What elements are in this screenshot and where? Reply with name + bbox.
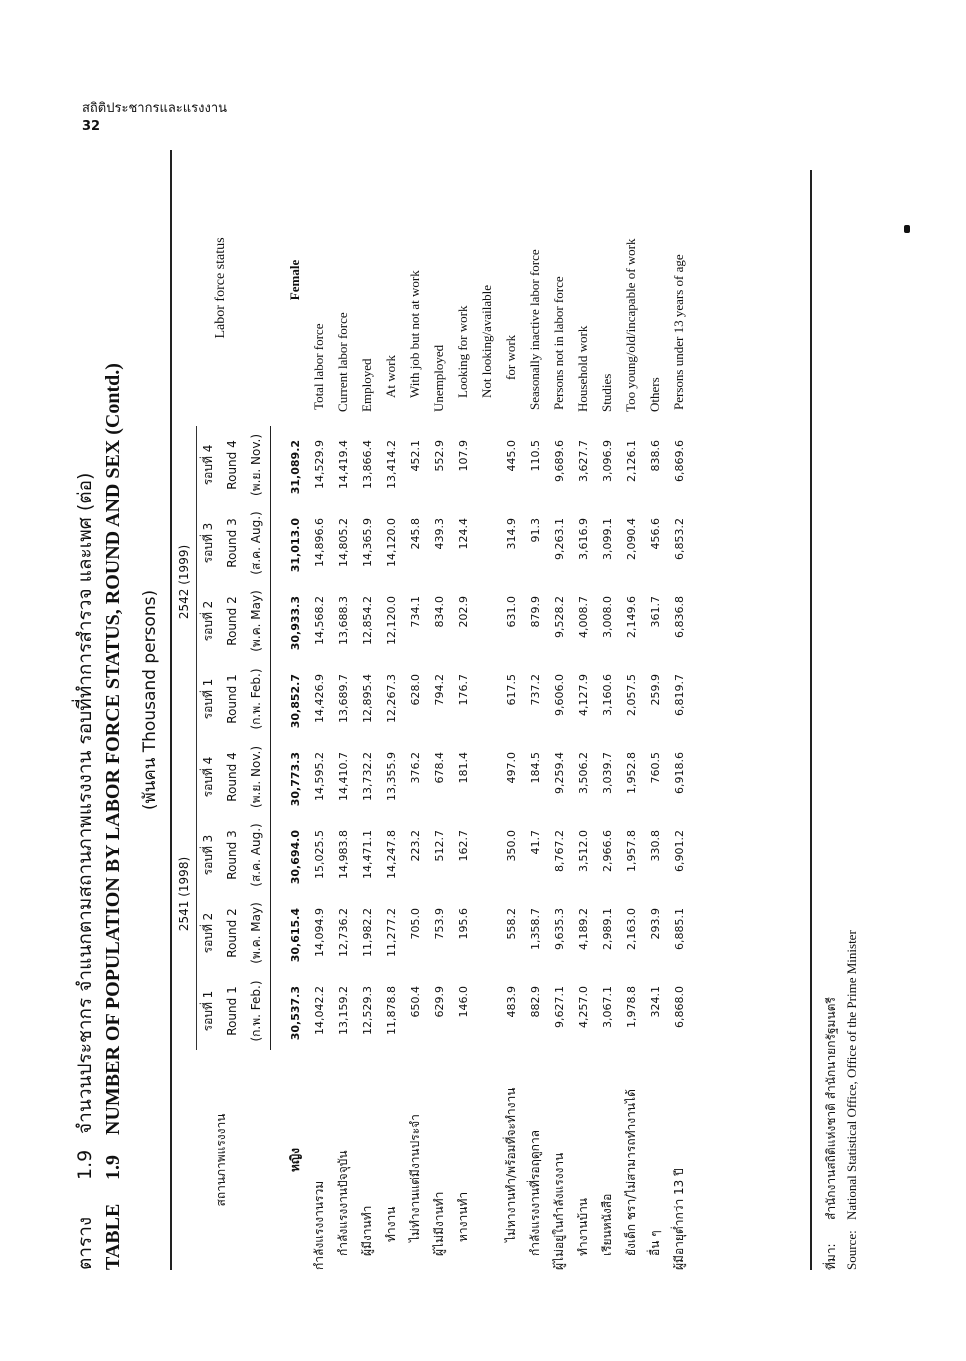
- row-label-en: Looking for work: [455, 305, 470, 398]
- page-number: 32: [82, 119, 101, 134]
- value-cell: 14,529.9: [312, 439, 326, 489]
- row-label-en: At work: [383, 355, 398, 398]
- round-thai: รอบที่ 1: [201, 990, 216, 1032]
- value-cell: 838.6: [648, 439, 662, 472]
- table-row: [571, 150, 595, 1270]
- value-cell: 11,878.8: [384, 986, 398, 1035]
- table-row: [499, 150, 523, 1270]
- value-cell: 617.5: [504, 673, 518, 706]
- value-cell: 4,008.7: [576, 595, 590, 638]
- value-cell: 6,918.6: [672, 751, 686, 794]
- value-cell: 14,120.0: [384, 517, 398, 567]
- table-row: [619, 150, 643, 1270]
- title-en-label: TABLE: [102, 1203, 124, 1270]
- round-month: (ก.พ. Feb.): [243, 972, 271, 1050]
- value-cell: 12,120.0: [384, 595, 398, 645]
- row-label-en: Persons not in labor force: [551, 276, 566, 410]
- value-cell: 2,966.6: [600, 830, 614, 872]
- value-cell: 13,159.2: [336, 986, 350, 1035]
- value-cell: 6,901.2: [672, 830, 686, 872]
- value-cell: 376.2: [408, 751, 422, 784]
- round-en: Round 2: [224, 908, 239, 958]
- row-label-thai: [475, 1050, 499, 1270]
- value-cell: 2,057.5: [624, 673, 638, 716]
- value-cell: 124.4: [456, 517, 470, 550]
- value-cell: 195.6: [456, 908, 470, 940]
- value-cell: 30,537.3: [288, 986, 302, 1041]
- value-cell: 30,773.3: [288, 751, 302, 807]
- value-cell: 678.4: [432, 751, 446, 784]
- row-label-thai: ผู้ไม่อยู่ในกำลังแรงงาน: [551, 1152, 566, 1270]
- value-cell: 4,257.0: [576, 986, 590, 1028]
- value-cell: 13,689.7: [336, 673, 350, 723]
- value-cell: 705.0: [408, 908, 422, 940]
- value-cell: 6,836.8: [672, 595, 686, 638]
- source-note: [810, 170, 866, 1270]
- round-month: (พ.ค. May): [243, 894, 271, 972]
- row-label-en: Current labor force: [335, 312, 350, 412]
- source-label-en: Source:: [844, 1230, 859, 1270]
- value-cell: 882.9: [528, 986, 542, 1018]
- value-cell: 14,805.2: [336, 517, 350, 567]
- table-row: [307, 150, 331, 1270]
- value-cell: 456.6: [648, 517, 662, 550]
- row-label-en: Unemployed: [431, 344, 446, 412]
- value-cell: 14,595.2: [312, 751, 326, 801]
- value-cell: 3,616.9: [576, 517, 590, 560]
- value-cell: 14,247.8: [384, 830, 398, 879]
- value-cell: 223.2: [408, 830, 422, 862]
- value-cell: 734.1: [408, 595, 422, 628]
- value-cell: [475, 738, 499, 816]
- value-cell: 1,358.7: [528, 908, 542, 950]
- value-cell: 8,767.2: [552, 830, 566, 872]
- value-cell: 879.9: [528, 595, 542, 628]
- row-label-thai: กำลังแรงงานที่รอฤดูกาล: [527, 1129, 542, 1256]
- round-en: Round 1: [224, 986, 239, 1036]
- value-cell: 439.3: [432, 517, 446, 550]
- round-thai: รอบที่ 2: [201, 600, 216, 642]
- row-label-thai: กำลังแรงงานปัจจุบัน: [335, 1150, 350, 1256]
- table-row: [403, 150, 427, 1270]
- value-cell: 14,896.6: [312, 517, 326, 567]
- value-cell: 14,410.7: [336, 751, 350, 801]
- value-cell: 4,189.2: [576, 908, 590, 950]
- row-label-thai: ผู้มีอายุต่ำกว่า 13 ปี: [671, 1168, 686, 1270]
- value-cell: 1,957.8: [624, 830, 638, 872]
- round-month: (พ.ย. Nov.): [243, 738, 271, 816]
- value-cell: [475, 972, 499, 1050]
- stub-header-thai: สถานภาพแรงงาน: [213, 1113, 228, 1207]
- value-cell: 3,039.7: [600, 751, 614, 794]
- table-row-section: [283, 150, 307, 1270]
- value-cell: 2,126.1: [624, 439, 638, 482]
- unit-label: (พันคน Thousand persons): [140, 589, 160, 811]
- round-thai: รอบที่ 1: [201, 678, 216, 720]
- title-thai-text: จำนวนประชากร จำแนกตามสถานภาพแรงงาน รอบที่ทำการสำรวจ และเพศ (ต่อ): [74, 472, 96, 1134]
- title-thai: [70, 473, 100, 1270]
- value-cell: 31,013.0: [288, 517, 302, 573]
- row-label-en: Female: [287, 259, 302, 301]
- row-label-en: Too young/old/incapable of work: [623, 238, 638, 412]
- value-cell: 794.2: [432, 673, 446, 706]
- value-cell: 9,263.1: [552, 517, 566, 560]
- value-cell: 31,089.2: [288, 439, 302, 495]
- table-row: [643, 150, 667, 1270]
- round-month: (พ.ย. Nov.): [243, 426, 271, 504]
- value-cell: 30,852.7: [288, 673, 302, 729]
- value-cell: 13,414.2: [384, 439, 398, 489]
- value-cell: 14,568.2: [312, 595, 326, 645]
- value-cell: 6,885.1: [672, 908, 686, 950]
- row-label-thai: ไม่หางานทำ/พร้อมที่จะทำงาน: [503, 1087, 518, 1242]
- value-cell: [475, 660, 499, 738]
- value-cell: 13,732.2: [360, 751, 374, 801]
- row-label-thai: ยังเด็ก ชรา/ไม่สามารถทำงานได้: [623, 1089, 638, 1256]
- value-cell: 314.9: [504, 517, 518, 550]
- value-cell: 753.9: [432, 908, 446, 940]
- value-cell: 3,096.9: [600, 439, 614, 482]
- table-row: [667, 150, 691, 1270]
- value-cell: 3,008.0: [600, 595, 614, 638]
- value-cell: 2,090.4: [624, 517, 638, 560]
- value-cell: 13,688.3: [336, 595, 350, 645]
- value-cell: [475, 582, 499, 660]
- value-cell: 14,983.8: [336, 830, 350, 879]
- value-cell: 12,736.2: [336, 908, 350, 957]
- title-en-text: NUMBER OF POPULATION BY LABOR FORCE STATUS, ROUND AND SEX (Contd.): [102, 363, 124, 1135]
- round-month: (พ.ค. May): [243, 582, 271, 660]
- value-cell: 14,419.4: [336, 439, 350, 489]
- value-cell: 512.7: [432, 830, 446, 862]
- value-cell: 361.7: [648, 595, 662, 628]
- value-cell: 3,512.0: [576, 830, 590, 872]
- round-month: (ส.ค. Aug.): [243, 816, 271, 894]
- row-label-thai: ผู้ไม่มีงานทำ: [431, 1191, 446, 1256]
- table-row: [355, 150, 379, 1270]
- value-cell: 3,067.1: [600, 986, 614, 1028]
- value-cell: 4,127.9: [576, 673, 590, 716]
- value-cell: 181.4: [456, 751, 470, 784]
- round-thai: รอบที่ 4: [201, 756, 216, 798]
- value-cell: 202.9: [456, 595, 470, 628]
- value-cell: 293.9: [648, 908, 662, 940]
- value-cell: 9,528.2: [552, 595, 566, 638]
- title-english: [102, 363, 125, 1270]
- value-cell: 12,529.3: [360, 986, 374, 1035]
- row-label-en: Seasonally inactive labor force: [527, 249, 542, 410]
- round-en: Round 3: [224, 830, 239, 880]
- header-title: สถิติประชากรและแรงงาน: [82, 101, 228, 116]
- source-text-thai: สำนักงานสถิติแห่งชาติ สำนักนายกรัฐมนตรี: [824, 997, 838, 1220]
- round-thai: รอบที่ 3: [201, 834, 216, 876]
- row-label-thai: เรียนหนังสือ: [599, 1193, 614, 1256]
- row-label-thai: หางานทำ: [455, 1191, 470, 1242]
- round-en: Round 2: [224, 596, 239, 646]
- value-cell: 760.5: [648, 751, 662, 784]
- value-cell: 14,042.2: [312, 986, 326, 1035]
- row-label-en: Studies: [599, 373, 614, 412]
- value-cell: 834.0: [432, 595, 446, 628]
- value-cell: 737.2: [528, 673, 542, 706]
- value-cell: 330.8: [648, 830, 662, 862]
- value-cell: 452.1: [408, 439, 422, 472]
- title-thai-label: ตาราง: [74, 1216, 96, 1270]
- round-en: Round 1: [224, 674, 239, 724]
- value-cell: 483.9: [504, 986, 518, 1018]
- value-cell: 3,099.1: [600, 517, 614, 560]
- value-cell: 9,627.1: [552, 986, 566, 1028]
- value-cell: 6,868.0: [672, 986, 686, 1028]
- value-cell: 12,895.4: [360, 673, 374, 723]
- value-cell: 6,869.6: [672, 439, 686, 482]
- stub-header-en: Labor force status: [213, 237, 229, 339]
- value-cell: 2,989.1: [600, 908, 614, 950]
- data-table: [170, 150, 691, 1270]
- value-cell: 1,978.8: [624, 986, 638, 1028]
- value-cell: 558.2: [504, 908, 518, 940]
- value-cell: 445.0: [504, 439, 518, 472]
- source-text-en: National Statistical Office, Office of the Prime Minister: [844, 930, 859, 1220]
- value-cell: 110.5: [528, 439, 542, 472]
- row-label-en: for work: [503, 334, 518, 380]
- row-label-en: Not looking/available: [479, 284, 494, 398]
- round-en: Round 4: [224, 752, 239, 802]
- row-label-thai: ทำงานบ้าน: [575, 1197, 590, 1256]
- value-cell: 6,853.2: [672, 517, 686, 560]
- row-label-thai: ไม่ทำงานแต่มีงานประจำ: [407, 1114, 422, 1242]
- value-cell: 350.0: [504, 830, 518, 862]
- row-label-en: Total labor force: [311, 323, 326, 410]
- table-row: [523, 150, 547, 1270]
- row-label-thai: อื่น ๆ: [647, 1230, 662, 1256]
- value-cell: 162.7: [456, 830, 470, 862]
- row-label-en: Persons under 13 years of age: [671, 254, 686, 410]
- round-thai: รอบที่ 4: [201, 444, 216, 486]
- value-cell: 41.7: [528, 830, 542, 855]
- value-cell: 30,933.3: [288, 595, 302, 651]
- table-row: [427, 150, 451, 1270]
- value-cell: 30,615.4: [288, 908, 302, 963]
- value-cell: 628.0: [408, 673, 422, 706]
- row-label-en: Household work: [575, 325, 590, 412]
- value-cell: 3,506.2: [576, 751, 590, 794]
- round-thai: รอบที่ 3: [201, 522, 216, 564]
- value-cell: 629.9: [432, 986, 446, 1018]
- value-cell: 13,355.9: [384, 751, 398, 801]
- row-label-thai: กำลังแรงงานรวม: [311, 1180, 326, 1270]
- table-row: [331, 150, 355, 1270]
- value-cell: 91.3: [528, 517, 542, 543]
- bullet-mark: [904, 225, 910, 233]
- value-cell: [475, 816, 499, 894]
- table-row: [547, 150, 571, 1270]
- value-cell: 11,277.2: [384, 908, 398, 957]
- row-label-thai: ผู้มีงานทำ: [359, 1205, 374, 1256]
- value-cell: 14,365.9: [360, 517, 374, 567]
- value-cell: 12,854.2: [360, 595, 374, 645]
- value-cell: 245.8: [408, 517, 422, 550]
- row-label-thai: หญิง: [287, 1148, 302, 1172]
- value-cell: 324.1: [648, 986, 662, 1018]
- value-cell: [475, 504, 499, 582]
- round-month: (ก.พ. Feb.): [243, 660, 271, 738]
- year-header-1998: 2541 (1998): [171, 738, 197, 1050]
- table-row: [475, 150, 499, 1270]
- round-thai: รอบที่ 2: [201, 912, 216, 954]
- row-label-en: With job but not at work: [407, 270, 422, 398]
- value-cell: 3,627.7: [576, 439, 590, 482]
- value-cell: 2,149.6: [624, 595, 638, 638]
- value-cell: 15,025.5: [312, 830, 326, 879]
- value-cell: 552.9: [432, 439, 446, 472]
- value-cell: 176.7: [456, 673, 470, 706]
- title-thai-number: 1.9: [74, 1149, 96, 1180]
- value-cell: 1,952.8: [624, 751, 638, 794]
- value-cell: 14,094.9: [312, 908, 326, 957]
- title-en-number: 1.9: [102, 1155, 124, 1180]
- row-label-en: Employed: [359, 358, 374, 412]
- value-cell: 9,689.6: [552, 439, 566, 482]
- value-cell: 9,635.3: [552, 908, 566, 950]
- table-row: [451, 150, 475, 1270]
- table-row: [379, 150, 403, 1270]
- value-cell: 497.0: [504, 751, 518, 784]
- value-cell: 9,259.4: [552, 751, 566, 794]
- source-label-thai: ที่มา:: [824, 1243, 838, 1270]
- table-row: [595, 150, 619, 1270]
- value-cell: 107.9: [456, 439, 470, 472]
- value-cell: 259.9: [648, 673, 662, 706]
- row-label-en: Others: [647, 377, 662, 412]
- value-cell: 12,267.3: [384, 673, 398, 723]
- row-label-thai: ทำงาน: [383, 1206, 398, 1242]
- value-cell: [475, 894, 499, 972]
- value-cell: 14,426.9: [312, 673, 326, 723]
- value-cell: 11,982.2: [360, 908, 374, 957]
- value-cell: [475, 426, 499, 504]
- value-cell: 30,694.0: [288, 830, 302, 885]
- value-cell: 2,163.0: [624, 908, 638, 950]
- rotated-table-block: [70, 130, 890, 1270]
- value-cell: 9,606.0: [552, 673, 566, 716]
- value-cell: 184.5: [528, 751, 542, 784]
- round-en: Round 3: [224, 518, 239, 568]
- value-cell: 3,160.6: [600, 673, 614, 716]
- value-cell: 631.0: [504, 595, 518, 628]
- round-en: Round 4: [224, 440, 239, 490]
- value-cell: 146.0: [456, 986, 470, 1018]
- value-cell: 14,471.1: [360, 830, 374, 879]
- value-cell: 650.4: [408, 986, 422, 1018]
- round-month: (ส.ค. Aug.): [243, 504, 271, 582]
- value-cell: 6,819.7: [672, 673, 686, 716]
- year-header-1999: 2542 (1999): [171, 426, 197, 738]
- value-cell: 13,866.4: [360, 439, 374, 489]
